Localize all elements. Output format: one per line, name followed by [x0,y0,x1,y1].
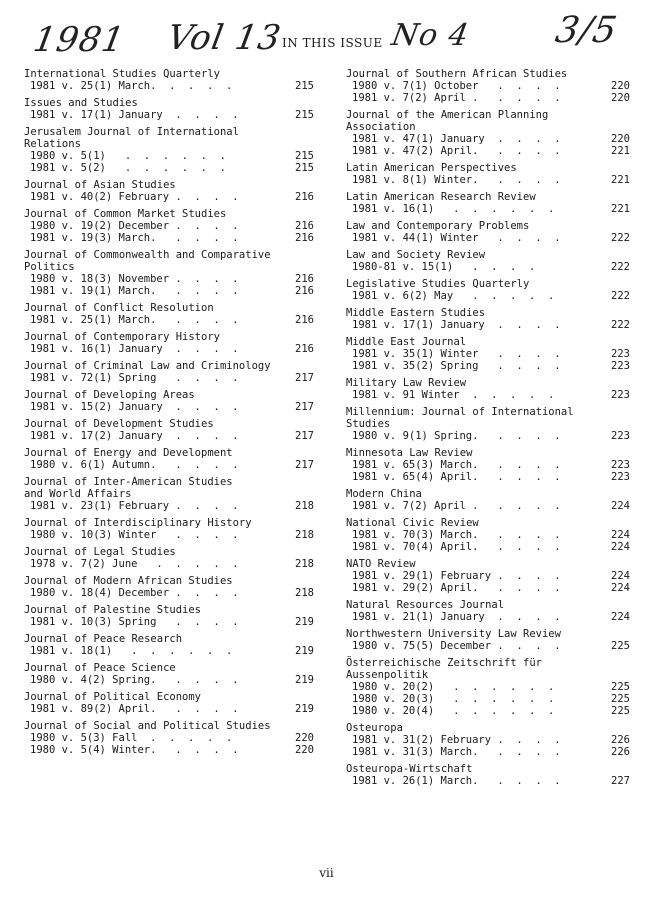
journal-title: Journal of Palestine Studies [24,604,202,616]
issue-page: 215 [295,109,314,121]
issue-row [346,174,630,186]
issue-details: 1978 v. 7(2) June . . . . . [30,558,239,570]
issue-details: 1981 v. 21(1) January . . . . [352,611,561,623]
issue-page: 224 [611,611,630,623]
issue-row [346,582,630,594]
issue-page: 216 [295,285,314,297]
issue-row [24,401,314,413]
issue-details: 1981 v. 29(2) April. . . . . [352,582,561,594]
journal-entry [24,389,314,413]
issue-row [24,220,314,232]
issue-row [24,343,314,355]
issue-details: 1981 v. 10(3) Spring . . . . [30,616,239,628]
issue-details: 1981 v. 35(2) Spring . . . . [352,360,561,372]
issue-details: 1980 v. 4(2) Spring. . . . . [30,674,239,686]
issue-details: 1980 v. 18(4) December . . . . [30,587,239,599]
journal-entry [24,517,314,541]
issue-page: 220 [611,92,630,104]
issue-row [24,529,314,541]
issue-row [346,471,630,483]
journal-entry [346,307,630,331]
issue-page: 222 [611,261,630,273]
issue-details: 1980 v. 9(1) Spring. . . . . [352,430,561,442]
issue-page: 220 [295,744,314,756]
issue-details: 1981 v. 70(4) April. . . . . [352,541,561,553]
journal-entry [346,336,630,372]
issue-details: 1981 v. 17(1) January . . . . [352,319,561,331]
journal-title: Middle Eastern Studies [346,307,486,319]
issue-page: 218 [295,529,314,541]
issue-details: 1981 v. 17(2) January . . . . [30,430,239,442]
handwritten-number: No 4 [388,18,473,53]
journal-entry [346,517,630,553]
issue-page: 218 [295,500,314,512]
journal-entry [346,657,630,717]
journal-entry [346,220,630,244]
issue-page: 215 [295,80,314,92]
issue-details: 1981 v. 8(1) Winter. . . . . [352,174,561,186]
journal-entry [24,97,314,121]
issue-row [24,273,314,285]
issue-row [346,541,630,553]
issue-page: 223 [611,430,630,442]
journal-entry [24,662,314,686]
issue-page: 225 [611,705,630,717]
journal-entry [346,722,630,758]
issue-details: 1981 v. 15(2) January . . . . [30,401,239,413]
journal-title: Journal of Criminal Law and Criminology [24,360,271,372]
journal-title: Österreichische Zeitschrift für Aussenpolitik [346,657,542,681]
issue-details: 1980 v. 75(5) December . . . . [352,640,561,652]
issue-row [24,150,314,162]
journal-title: National Civic Review [346,517,479,529]
journal-entry [346,109,630,157]
issue-page: 223 [611,360,630,372]
issue-row [24,645,314,657]
issue-page: 219 [295,674,314,686]
journal-title: Minnesota Law Review [346,447,473,459]
journal-entry [346,377,630,401]
issue-row [24,191,314,203]
journal-title: Modern China [346,488,422,500]
issue-details: 1981 v. 6(2) May . . . . . [352,290,555,302]
journal-entry [346,278,630,302]
issue-row [24,744,314,756]
journal-title: Journal of Legal Studies [24,546,176,558]
issue-row [346,570,630,582]
issue-details: 1981 v. 31(3) March. . . . . [352,746,561,758]
issue-page: 225 [611,693,630,705]
journal-title: Journal of Contemporary History [24,331,220,343]
issue-details: 1981 v. 16(1) January . . . . [30,343,239,355]
issue-details: 1980 v. 5(4) Winter. . . . . [30,744,239,756]
journal-entry [346,599,630,623]
issue-page: 217 [295,430,314,442]
issue-page: 221 [611,174,630,186]
issue-row [346,133,630,145]
journal-entry [24,476,314,512]
journal-entry [24,331,314,355]
journal-title: Latin American Research Review [346,191,536,203]
issue-details: 1981 v. 29(1) February . . . . [352,570,561,582]
issue-page: 221 [611,145,630,157]
journal-entry [24,208,314,244]
journal-title: Journal of Political Economy [24,691,202,703]
issue-page: 223 [611,471,630,483]
journal-entry [346,406,630,442]
journal-title: Journal of Social and Political Studies [24,720,271,732]
journal-entry [24,604,314,628]
issue-row [346,746,630,758]
issue-row [24,372,314,384]
issue-page: 219 [295,645,314,657]
journal-title: Osteuropa-Wirtschaft [346,763,473,775]
issue-row [346,92,630,104]
issue-row [24,162,314,174]
journal-title: NATO Review [346,558,416,570]
issue-details: 1981 v. 23(1) February . . . . [30,500,239,512]
journal-title: Journal of Energy and Development [24,447,233,459]
journal-title: Legislative Studies Quarterly [346,278,530,290]
issue-details: 1980 v. 20(4) . . . . . . [352,705,555,717]
issue-details: 1980 v. 20(2) . . . . . . [352,681,555,693]
issue-details: 1981 v. 19(3) March. . . . . [30,232,239,244]
issue-row [24,285,314,297]
journal-title: Journal of the American Planning Association [346,109,549,133]
issue-details: 1980 v. 6(1) Autumn. . . . . [30,459,239,471]
issue-details: 1981 v. 70(3) March. . . . . [352,529,561,541]
issue-page: 224 [611,541,630,553]
issue-row [346,500,630,512]
issue-row [346,681,630,693]
issue-details: 1981 v. 17(1) January . . . . [30,109,239,121]
issue-details: 1981 v. 25(1) March. . . . . [30,314,239,326]
issue-details: 1981 v. 16(1) . . . . . . [352,203,555,215]
issue-details: 1981 v. 44(1) Winter . . . . [352,232,561,244]
journal-title: Journal of Development Studies [24,418,214,430]
issue-page: 220 [611,80,630,92]
issue-page: 224 [611,582,630,594]
journal-title: Journal of Conflict Resolution [24,302,214,314]
issue-page: 223 [611,459,630,471]
journal-entry [346,488,630,512]
issue-details: 1980-81 v. 15(1) . . . . [352,261,536,273]
issue-details: 1981 v. 35(1) Winter . . . . [352,348,561,360]
issue-page: 219 [295,616,314,628]
issue-row [346,80,630,92]
page-number: vii [319,866,334,880]
issue-page: 221 [611,203,630,215]
issue-page: 219 [295,703,314,715]
journal-entry [24,691,314,715]
journal-title: Osteuropa [346,722,403,734]
journal-entry [24,302,314,326]
issue-row [24,674,314,686]
journal-entry [24,249,314,297]
issue-row [346,261,630,273]
journal-title: Journal of Asian Studies [24,179,176,191]
issue-row [346,734,630,746]
issue-details: 1980 v. 7(1) October . . . . [352,80,561,92]
issue-page: 226 [611,734,630,746]
journal-title: Middle East Journal [346,336,467,348]
journal-title: Law and Society Review [346,249,486,261]
journal-title: Northwestern University Law Review [346,628,561,640]
issue-row [346,232,630,244]
right-column [346,68,630,792]
journal-title: Journal of Inter-American Studies and World Affairs [24,476,233,500]
journal-entry [24,447,314,471]
issue-page: 222 [611,319,630,331]
issue-details: 1980 v. 5(1) . . . . . . [30,150,226,162]
journal-entry [346,162,630,186]
issue-row [346,389,630,401]
journal-entry [24,126,314,174]
issue-details: 1981 v. 65(4) April. . . . . [352,471,561,483]
issue-details: 1981 v. 7(2) April . . . . . [352,500,561,512]
issue-details: 1981 v. 40(2) February . . . . [30,191,239,203]
journal-entry [24,68,314,92]
issue-page: 218 [295,558,314,570]
issue-details: 1980 v. 18(3) November . . . . [30,273,239,285]
issue-page: 216 [295,314,314,326]
journal-entry [346,191,630,215]
journal-title: Journal of Interdisciplinary History [24,517,252,529]
issue-row [24,587,314,599]
journal-title: Journal of Developing Areas [24,389,195,401]
issue-row [24,459,314,471]
issue-page: 216 [295,232,314,244]
issue-page: 225 [611,681,630,693]
issue-page: 224 [611,500,630,512]
journal-title: Issues and Studies [24,97,138,109]
issue-row [24,314,314,326]
issue-row [24,732,314,744]
issue-row [346,459,630,471]
journal-title: Natural Resources Journal [346,599,505,611]
journal-entry [24,720,314,756]
issue-details: 1981 v. 7(2) April . . . . . [352,92,561,104]
issue-page: 223 [611,389,630,401]
issue-row [346,319,630,331]
journal-title: Jerusalem Journal of International Relations [24,126,239,150]
issue-row [24,80,314,92]
issue-row [24,500,314,512]
issue-details: 1981 v. 65(3) March. . . . . [352,459,561,471]
issue-row [346,145,630,157]
issue-page: 225 [611,640,630,652]
issue-details: 1980 v. 10(3) Winter . . . . [30,529,239,541]
issue-page: 215 [295,150,314,162]
issue-page: 216 [295,273,314,285]
issue-page: 222 [611,232,630,244]
journal-title: Journal of Modern African Studies [24,575,233,587]
issue-page: 216 [295,343,314,355]
journal-title: International Studies Quarterly [24,68,220,80]
issue-page: 220 [611,133,630,145]
issue-row [346,430,630,442]
issue-page: 215 [295,162,314,174]
journal-entry [346,249,630,273]
issue-row [346,640,630,652]
issue-row [346,775,630,787]
issue-row [346,693,630,705]
issue-details: 1981 v. 5(2) . . . . . . [30,162,226,174]
journal-title: Journal of Common Market Studies [24,208,227,220]
issue-page: 224 [611,570,630,582]
issue-details: 1981 v. 26(1) March. . . . . [352,775,561,787]
issue-page: 227 [611,775,630,787]
issue-details: 1981 v. 72(1) Spring . . . . [30,372,239,384]
journal-title: Journal of Peace Science [24,662,176,674]
journal-entry [346,68,630,104]
journal-entry [24,179,314,203]
journal-title: Millennium: Journal of International Studies [346,406,574,430]
issue-page: 226 [611,746,630,758]
issue-details: 1981 v. 89(2) April. . . . . [30,703,239,715]
issue-page: 216 [295,191,314,203]
issue-details: 1981 v. 91 Winter . . . . . [352,389,555,401]
handwritten-fraction: 3/5 [552,10,621,51]
issue-row [346,360,630,372]
journal-title: Military Law Review [346,377,467,389]
left-column [24,68,314,761]
issue-page: 217 [295,372,314,384]
issue-page: 217 [295,459,314,471]
issue-details: 1981 v. 47(1) January . . . . [352,133,561,145]
issue-row [346,611,630,623]
issue-details: 1981 v. 47(2) April. . . . . [352,145,561,157]
issue-page: 217 [295,401,314,413]
journal-entry [24,360,314,384]
issue-details: 1981 v. 18(1) . . . . . . [30,645,233,657]
issue-row [346,290,630,302]
journal-entry [24,418,314,442]
issue-row [346,203,630,215]
issue-row [346,529,630,541]
page-title: IN THIS ISSUE [282,36,383,50]
issue-page: 224 [611,529,630,541]
journal-title: Journal of Southern African Studies [346,68,568,80]
issue-details: 1981 v. 25(1) March. . . . . [30,80,233,92]
handwritten-year: 1981 [30,20,129,60]
journal-title: Journal of Peace Research [24,633,183,645]
issue-row [24,558,314,570]
journal-entry [346,763,630,787]
journal-title: Journal of Commonwealth and Comparative Politics [24,249,271,273]
issue-row [24,109,314,121]
issue-row [24,232,314,244]
issue-page: 216 [295,220,314,232]
issue-details: 1981 v. 31(2) February . . . . [352,734,561,746]
issue-details: 1980 v. 19(2) December . . . . [30,220,239,232]
issue-row [346,348,630,360]
journal-entry [346,558,630,594]
journal-entry [24,575,314,599]
journal-title: Latin American Perspectives [346,162,517,174]
journal-title: Law and Contemporary Problems [346,220,530,232]
issue-row [24,616,314,628]
issue-details: 1980 v. 20(3) . . . . . . [352,693,555,705]
journal-entry [346,628,630,652]
issue-details: 1980 v. 5(3) Fall . . . . . [30,732,233,744]
journal-entry [24,546,314,570]
issue-row [346,705,630,717]
handwritten-volume: Vol 13 [164,18,285,58]
issue-page: 220 [295,732,314,744]
issue-row [24,703,314,715]
issue-page: 218 [295,587,314,599]
issue-page: 223 [611,348,630,360]
journal-entry [346,447,630,483]
issue-row [24,430,314,442]
journal-entry [24,633,314,657]
issue-page: 222 [611,290,630,302]
issue-details: 1981 v. 19(1) March. . . . . [30,285,239,297]
